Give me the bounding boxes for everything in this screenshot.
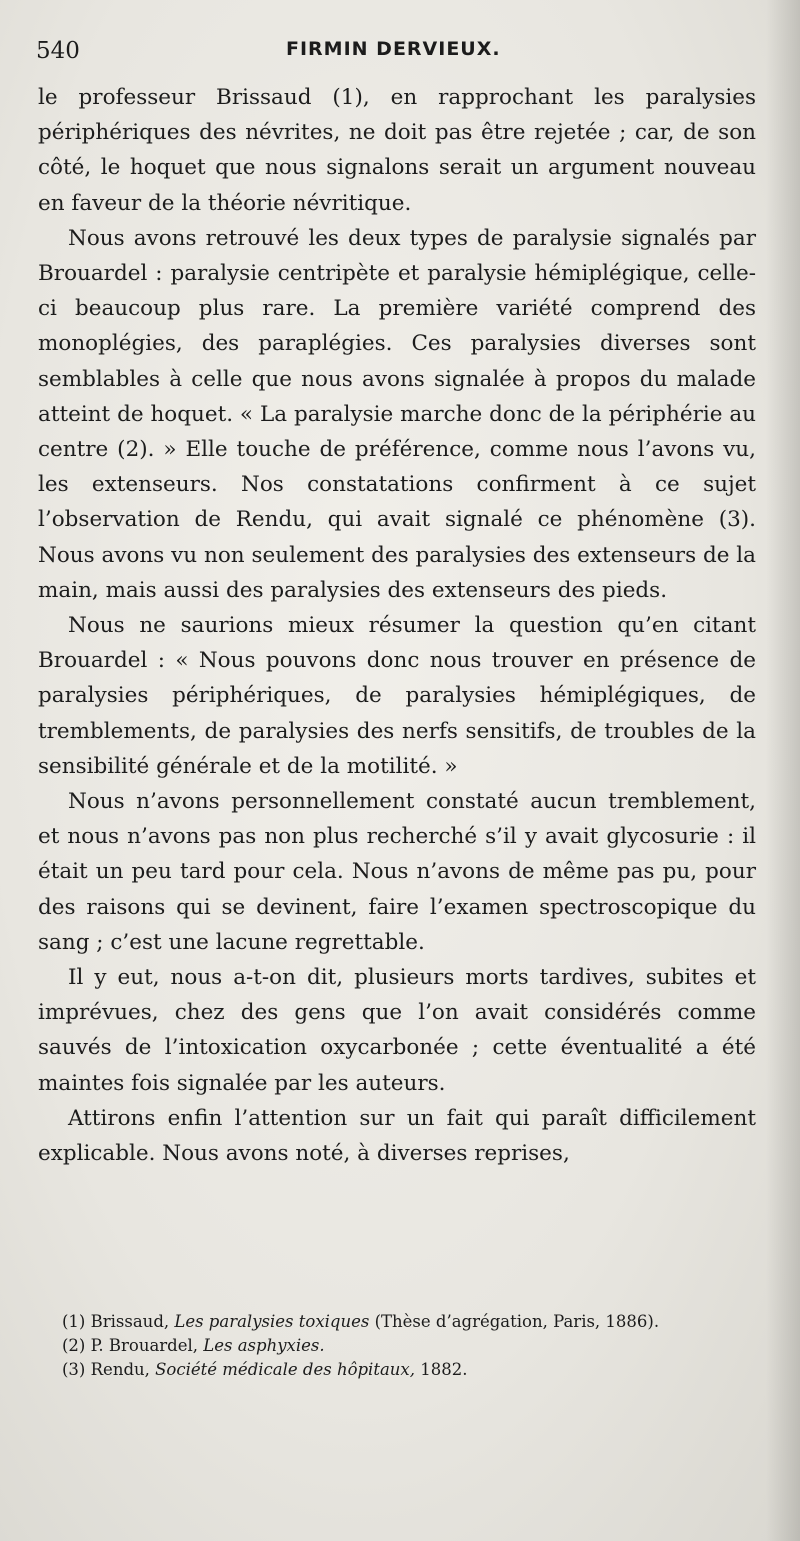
paragraph-5: Il y eut, nous a-t-on dit, plusieurs morts tardives, subites et imprévues, chez des gens que l’on avait considérés comme sauvés de l’intoxication oxycarbonée ; cette éventualité a été maintes fois signalée par les auteurs.	[38, 965, 756, 1096]
footnotes	[62, 1310, 772, 1382]
running-head	[36, 34, 756, 74]
footnote-rest: 1882.	[420, 1360, 468, 1379]
footnote-marker: (2)	[62, 1336, 86, 1355]
footnote-work: Les paralysies toxiques	[174, 1312, 370, 1331]
running-title: FIRMIN DERVIEUX.	[286, 38, 501, 60]
page-number: 540	[36, 38, 80, 64]
footnote-rest: (Thèse d’agrégation, Paris, 1886).	[374, 1312, 660, 1331]
footnote-work: Les asphyxies.	[203, 1336, 325, 1355]
footnote-marker: (1)	[62, 1312, 86, 1331]
paragraph-1: le professeur Brissaud (1), en rapprochant les paralysies périphériques des névrites, ne doit pas être rejetée ; car, de son côté, le hoquet que nous signalons serait un argument nouveau en faveur de la théorie névritique.	[38, 85, 756, 216]
footnote-3	[62, 1358, 772, 1382]
footnote-work: Société médicale des hôpitaux,	[155, 1360, 415, 1379]
paragraph-6: Attirons enfin l’attention sur un fait qui paraît difficilement explicable. Nous avons noté, à diverses reprises,	[38, 1105, 756, 1167]
footnote-author: Brissaud,	[90, 1312, 170, 1331]
footnote-marker: (3)	[62, 1360, 86, 1379]
footnote-author: P. Brouardel,	[90, 1336, 199, 1355]
footnote-1	[62, 1310, 772, 1334]
body-text	[38, 80, 756, 1171]
paragraph-4: Nous n’avons personnellement constaté aucun tremblement, et nous n’avons pas non plus recherché s’il y avait glycosurie : il était un peu tard pour cela. Nous n’avons de même pas pu, pour des raisons qui se devinent, faire l’examen spectroscopique du sang ; c’est une lacune regrettable.	[38, 789, 756, 955]
footnote-author: Rendu,	[90, 1360, 150, 1379]
footnote-2	[62, 1334, 772, 1358]
paragraph-3: Nous ne saurions mieux résumer la question qu’en citant Brouardel : « Nous pouvons donc nous trouver en présence de paralysies périphériques, de paralysies hémiplégiques, de tremblements, de paralysies des nerfs sensitifs, de troubles de la sensibilité générale et de la motilité. »	[38, 613, 756, 779]
paragraph-2: Nous avons retrouvé les deux types de paralysie signalés par Brouardel : paralysie centripète et paralysie hémiplégique, celle-ci beaucoup plus rare. La première variété comprend des monoplégies, des paraplégies. Ces paralysies diverses sont semblables à celle que nous avons signalée à propos du malade atteint de hoquet. « La paralysie marche donc de la périphérie au centre (2). » Elle touche de préférence, comme nous l’avons vu, les extenseurs. Nos constatations confirment à ce sujet l’observation de Rendu, qui avait signalé ce phénomène (3). Nous avons vu non seulement des paralysies des extenseurs de la main, mais aussi des paralysies des extenseurs des pieds.	[38, 225, 756, 603]
